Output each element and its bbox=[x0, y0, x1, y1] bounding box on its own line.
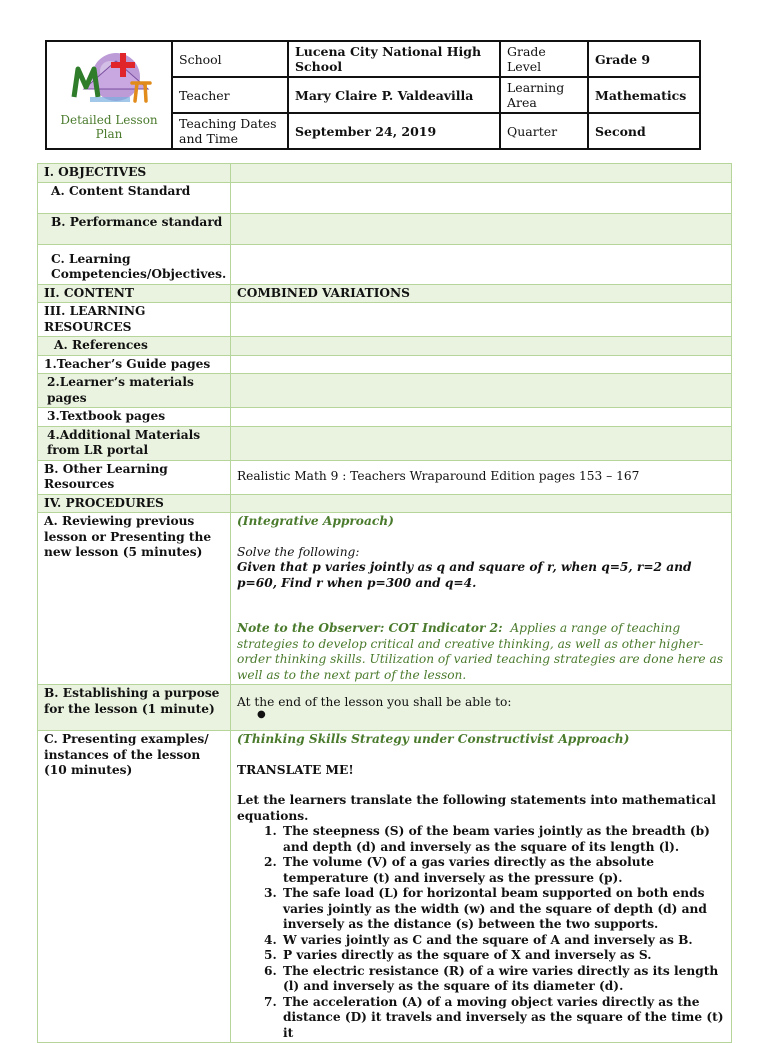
quarter-label: Quarter bbox=[500, 113, 588, 149]
list-item: 4. W varies jointly as C and the square of A and inversely as B. bbox=[281, 933, 725, 949]
procedure-b-label: B. Establishing a purpose for the lesson (1 minute) bbox=[38, 685, 231, 731]
content-row bbox=[38, 284, 732, 303]
quarter-value: Second bbox=[588, 113, 700, 149]
teaching-dates-label: Teaching Dates and Time bbox=[172, 113, 288, 149]
learners-materials-row bbox=[38, 374, 732, 408]
references-label: A. References bbox=[38, 337, 231, 356]
school-label: School bbox=[172, 41, 288, 77]
grade-level-value: Grade 9 bbox=[588, 41, 700, 77]
performance-standard-label: B. Performance standard bbox=[38, 213, 231, 244]
procedure-a-problem: Given that p varies jointly as q and square of r, when q=5, r=2 and p=60, Find r when p=300 and q=4. bbox=[237, 560, 692, 590]
list-item: 7. The acceleration (A) of a moving object varies directly as the distance (D) it travels and inversely as the square of the time (t) it bbox=[281, 995, 725, 1042]
learning-resources-row bbox=[38, 303, 732, 337]
procedure-b-text: At the end of the lesson you shall be able to: bbox=[237, 694, 512, 709]
math-pi-logo-icon bbox=[54, 49, 164, 115]
header-table bbox=[45, 40, 701, 150]
procedure-c-label: C. Presenting examples/ instances of the lesson (10 minutes) bbox=[38, 731, 231, 1043]
list-item: 1. The steepness (S) of the beam varies jointly as the breadth (b) and depth (d) and inversely as the square of its length (l). bbox=[281, 824, 725, 855]
content-standard-row bbox=[38, 182, 732, 213]
procedure-a-note bbox=[237, 621, 725, 683]
references-row bbox=[38, 337, 732, 356]
teachers-guide-label: 1.Teacher’s Guide pages bbox=[38, 355, 231, 374]
list-item: 2. The volume (V) of a gas varies directly as the absolute temperature (t) and inversely as the pressure (p). bbox=[281, 855, 725, 886]
grade-level-label: Grade Level bbox=[500, 41, 588, 77]
learners-materials-label: 2.Learner’s materials pages bbox=[38, 374, 231, 408]
teachers-guide-row bbox=[38, 355, 732, 374]
learning-area-label: Learning Area bbox=[500, 77, 588, 113]
procedure-c-title: TRANSLATE ME! bbox=[237, 762, 354, 777]
list-item: 5. P varies directly as the square of X and inversely as S. bbox=[281, 948, 725, 964]
content-value: COMBINED VARIATIONS bbox=[231, 284, 732, 303]
teaching-dates-value: September 24, 2019 bbox=[288, 113, 500, 149]
learning-resources-label: III. LEARNING RESOURCES bbox=[38, 303, 231, 337]
additional-materials-label: 4.Additional Materials from LR portal bbox=[38, 426, 231, 460]
content-label: II. CONTENT bbox=[38, 284, 231, 303]
procedure-c-intro: Let the learners translate the following statements into mathematical equations. bbox=[237, 793, 716, 823]
lesson-plan-table bbox=[37, 163, 732, 1043]
procedure-c-approach: (Thinking Skills Strategy under Constructivist Approach) bbox=[237, 732, 630, 746]
teacher-value: Mary Claire P. Valdeavilla bbox=[288, 77, 500, 113]
procedure-a-solve: Solve the following: bbox=[237, 544, 360, 559]
other-resources-label: B. Other Learning Resources bbox=[38, 460, 231, 494]
procedures-row bbox=[38, 494, 732, 513]
logo-caption: Detailed Lesson Plan bbox=[60, 112, 158, 141]
procedure-a-note-text: Applies a range of teaching strategies to develop critical and creative thinking, as well as other higher-order thinking skills. Utilization of varied teaching strategies are done here as well as to the next part of the lesson. bbox=[237, 621, 724, 682]
procedure-a-note-label: Note to the Observer: COT Indicator 2: bbox=[237, 621, 503, 635]
objectives-label: I. OBJECTIVES bbox=[38, 164, 231, 183]
other-resources-row bbox=[38, 460, 732, 494]
school-value: Lucena City National High School bbox=[288, 41, 500, 77]
textbook-row bbox=[38, 408, 732, 427]
list-item: 3. The safe load (L) for horizontal beam supported on both ends varies jointly as the width (w) and the square of depth (d) and inversely as the distance (s) between the two supports. bbox=[281, 886, 725, 933]
logo-cell bbox=[46, 41, 172, 149]
procedure-c-row bbox=[38, 731, 732, 1043]
procedures-label: IV. PROCEDURES bbox=[38, 494, 231, 513]
content-standard-label: A. Content Standard bbox=[38, 182, 231, 213]
procedure-b-row bbox=[38, 685, 732, 731]
teacher-label: Teacher bbox=[172, 77, 288, 113]
procedure-a-label: A. Reviewing previous lesson or Presenting the new lesson (5 minutes) bbox=[38, 513, 231, 685]
procedure-a-approach: (Integrative Approach) bbox=[237, 514, 394, 528]
textbook-label: 3.Textbook pages bbox=[38, 408, 231, 427]
procedure-a-row bbox=[38, 513, 732, 685]
bullet-icon: ● bbox=[257, 709, 266, 721]
learning-competencies-row bbox=[38, 244, 732, 284]
objectives-row bbox=[38, 164, 732, 183]
other-resources-value: Realistic Math 9 : Teachers Wraparound Edition pages 153 – 167 bbox=[231, 460, 732, 494]
learning-area-value: Mathematics bbox=[588, 77, 700, 113]
performance-standard-row bbox=[38, 213, 732, 244]
translate-list bbox=[237, 824, 725, 1041]
learning-competencies-label: C. Learning Competencies/Objectives. bbox=[38, 244, 231, 284]
additional-materials-row bbox=[38, 426, 732, 460]
list-item: 6. The electric resistance (R) of a wire varies directly as its length (l) and inversely as the square of its diameter (d). bbox=[281, 964, 725, 995]
